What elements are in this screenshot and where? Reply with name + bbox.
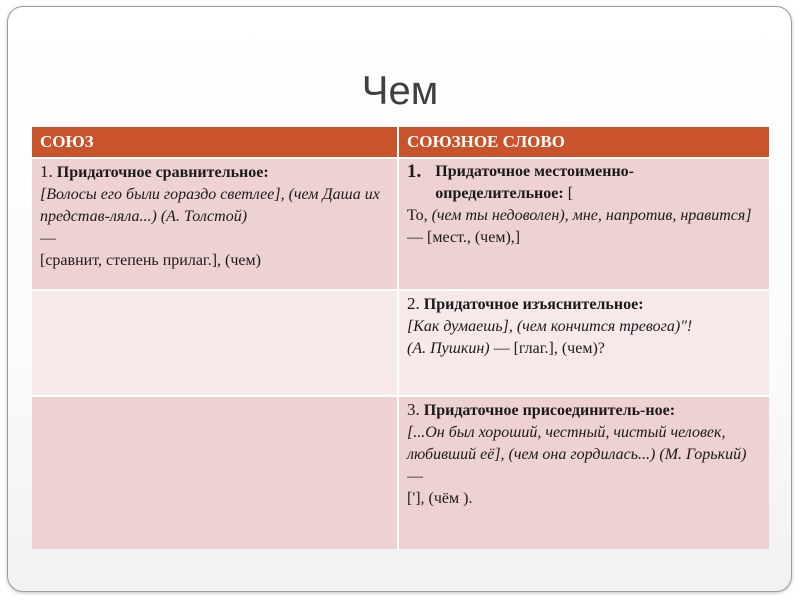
clause-heading: Придаточное сравнительное:	[56, 164, 269, 181]
example-sentence: [Как думаешь], (чем кончится тревога)"!	[407, 318, 693, 335]
conjunction-table	[32, 127, 769, 549]
clause-heading: Придаточное изъяснительное:	[423, 296, 644, 313]
example-start: То,	[407, 207, 428, 224]
cell-empty	[32, 396, 398, 549]
clause-scheme: [сравнит, степень прилаг.], (чем)	[40, 252, 261, 269]
cell-object-clause	[398, 290, 769, 396]
slide-title: Чем	[361, 69, 439, 113]
example-sentence: (чем ты недоволен), мне, напротив, нравится]	[427, 207, 752, 224]
item-number: 2.	[407, 294, 420, 313]
table-header-row	[32, 127, 769, 158]
header-conjunction: СОЮЗ	[32, 127, 398, 158]
item-number: 3.	[407, 400, 420, 419]
example-author: (А. Пушкин)	[407, 340, 490, 357]
table-row	[32, 290, 769, 396]
header-conjunctive-word: СОЮЗНОЕ СЛОВО	[398, 127, 769, 158]
table-row	[32, 158, 769, 290]
dash: —	[407, 468, 423, 485]
item-number: 1.	[407, 161, 422, 182]
clause-scheme: — [мест., (чем),]	[407, 229, 521, 246]
cell-attributive-clause	[398, 158, 769, 290]
clause-heading: Придаточное местоименно-определительное:	[435, 163, 634, 202]
clause-scheme: ['], (чём ).	[407, 490, 473, 507]
clause-heading: Придаточное присоединитель-ное:	[423, 402, 676, 419]
cell-empty	[32, 290, 398, 396]
example-sentence: [Волосы его были гораздо светлее], (чем Даша их представ-ляла...) (А. Толстой)	[40, 186, 380, 225]
example-sentence: [...Он был хороший, честный, чистый человек, любивший её], (чем она гордилась...) (М. Горький)	[407, 424, 747, 463]
item-number: 1.	[40, 162, 53, 181]
cell-comparative-clause	[32, 158, 398, 290]
open-bracket: [	[563, 185, 574, 202]
clause-scheme: — [глаг.], (чем)?	[489, 340, 605, 357]
cell-connective-clause	[398, 396, 769, 549]
dash: —	[40, 230, 56, 247]
table-row	[32, 396, 769, 549]
